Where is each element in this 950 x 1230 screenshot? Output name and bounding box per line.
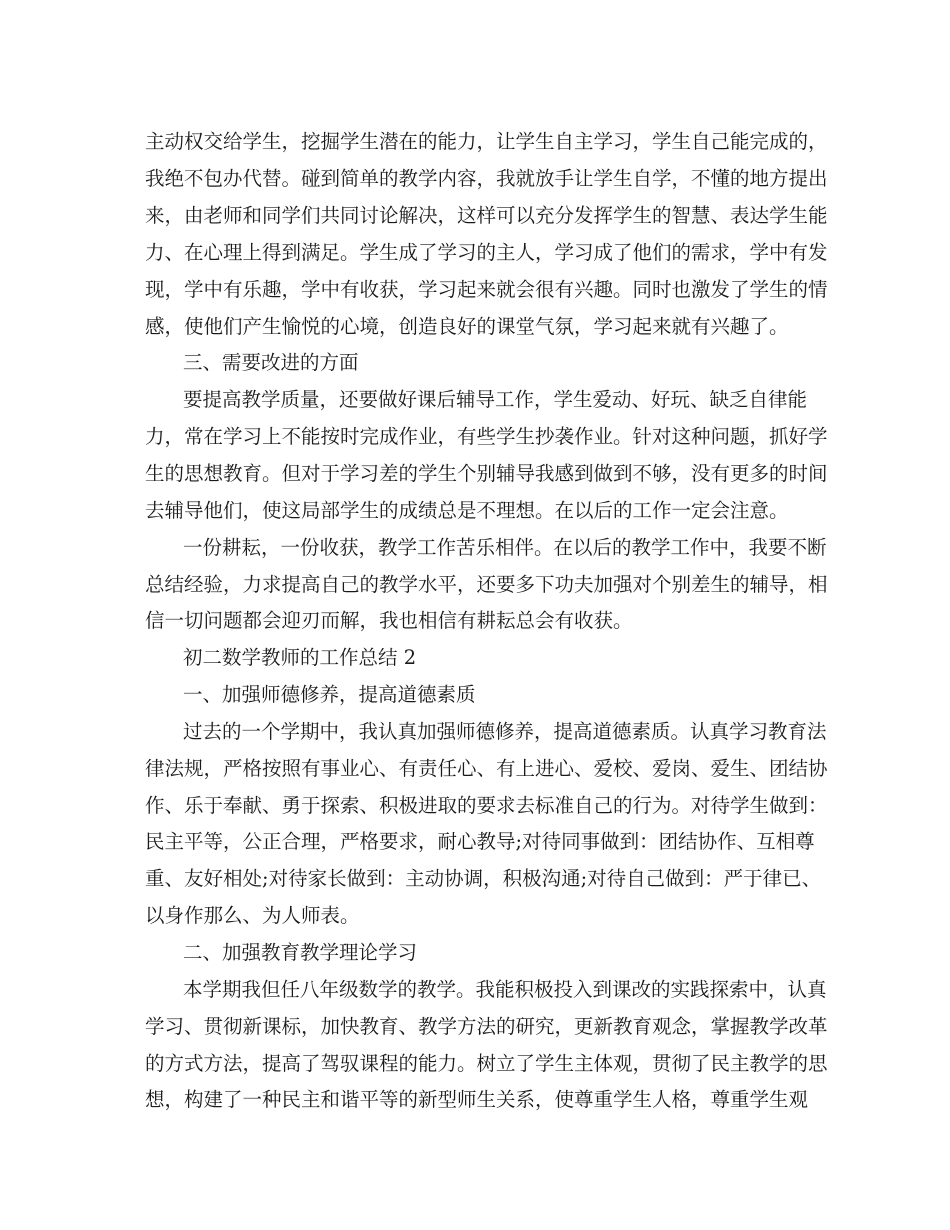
section-heading: 二、加强教育教学理论学习: [183, 941, 418, 964]
text-line: 以身作那么、为人师表。: [145, 904, 360, 927]
text-line: 去辅导他们，使这局部学生的成绩总是不理想。在以后的工作一定会注意。: [145, 499, 789, 522]
text-line: 感，使他们产生愉悦的心境，创造良好的课堂气氛，学习起来就有兴趣了。: [145, 315, 789, 338]
text-line: 力、在心理上得到满足。学生成了学习的主人，学习成了他们的需求，学中有发: [145, 241, 828, 264]
text-line: 我绝不包办代替。碰到简单的教学内容，我就放手让学生自学，不懂的地方提出: [145, 167, 828, 190]
text-line: 信一切问题都会迎刃而解，我也相信有耕耘总会有收获。: [145, 609, 633, 632]
text-line: 的方式方法，提高了驾驭课程的能力。树立了学生主体观，贯彻了民主教学的思: [145, 1052, 828, 1075]
text-line: 想，构建了一种民主和谐平等的新型师生关系，使尊重学生人格，尊重学生观: [145, 1088, 809, 1111]
text-line: 总结经验，力求提高自己的教学水平，还要多下功夫加强对个别差生的辅导，相: [145, 573, 828, 596]
section-heading: 一、加强师德修养，提高道德素质: [183, 683, 476, 706]
text-line: 学习、贯彻新课标，加快教育、教学方法的研究，更新教育观念，掌握教学改革: [145, 1015, 828, 1038]
text-line: 民主平等，公正合理，严格要求，耐心教导;对待同事做到：团结协作、互相尊: [145, 830, 815, 853]
text-line: 本学期我但任八年级数学的教学。我能积极投入到课改的实践探索中，认真: [183, 978, 827, 1001]
text-line: 现，学中有乐趣，学中有收获，学习起来就会很有兴趣。同时也激发了学生的情: [145, 278, 828, 301]
text-line: 主动权交给学生，挖掘学生潜在的能力，让学生自主学习，学生自己能完成的，: [145, 130, 828, 153]
section-heading: 三、需要改进的方面: [183, 351, 359, 374]
text-line: 要提高教学质量，还要做好课后辅导工作，学生爱动、好玩、缺乏自律能: [183, 388, 808, 411]
text-line: 作、乐于奉献、勇于探索、积极进取的要求去标准自己的行为。对待学生做到：: [145, 794, 828, 817]
document-title: 初二数学教师的工作总结 2: [183, 646, 417, 669]
text-line: 力，常在学习上不能按时完成作业，有些学生抄袭作业。针对这种问题，抓好学: [145, 425, 828, 448]
text-line: 一份耕耘，一份收获，教学工作苦乐相伴。在以后的教学工作中，我要不断: [183, 536, 827, 559]
text-line: 来，由老师和同学们共同讨论解决，这样可以充分发挥学生的智慧、表达学生能: [145, 204, 828, 227]
text-line: 生的思想教育。但对于学习差的学生个别辅导我感到做到不够，没有更多的时间: [145, 462, 828, 485]
text-line: 过去的一个学期中，我认真加强师德修养，提高道德素质。认真学习教育法: [183, 720, 827, 743]
text-line: 律法规，严格按照有事业心、有责任心、有上进心、爱校、爱岗、爱生、团结协: [145, 757, 828, 780]
text-line: 重、友好相处;对待家长做到：主动协调，积极沟通;对待自己做到：严于律已、: [145, 867, 822, 890]
